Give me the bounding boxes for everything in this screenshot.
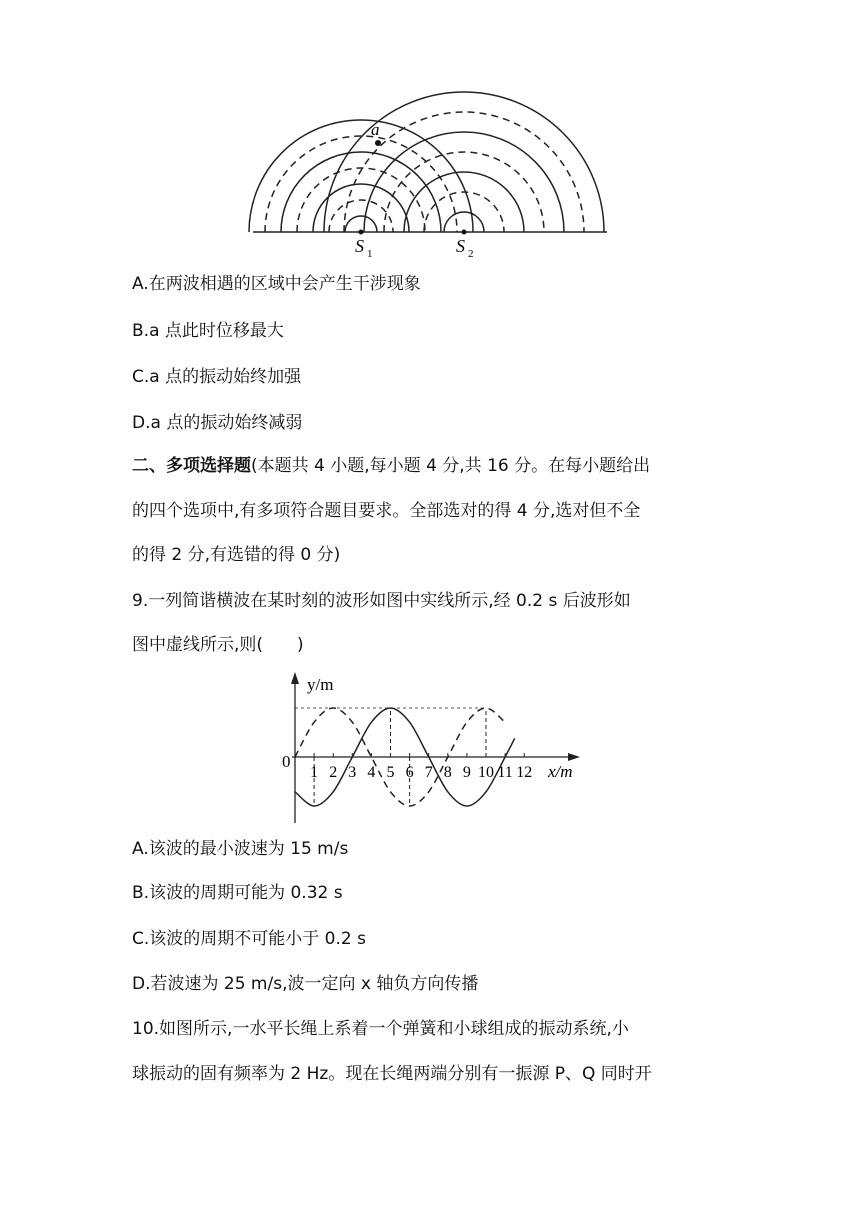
s2-label: S [456,236,465,256]
q9-option-a: A.该波的最小波速为 15 m/s [132,839,349,859]
s2-subscript: 2 [468,248,474,260]
q10-line1: 10.如图所示,一水平长绳上系着一个弹簧和小球组成的振动系统,小 [132,1019,629,1039]
q9-option-d: D.若波速为 25 m/s,波一定向 x 轴负方向传播 [132,974,479,994]
x-tick-label: 5 [386,764,395,781]
q10-line2: 球振动的固有频率为 2 Hz。现在长绳两端分别有一振源 P、Q 同时开 [132,1064,652,1084]
section2-intro-line2: 的四个选项中,有多项符合题目要求。全部选对的得 4 分,选对但不全 [132,501,641,521]
y-axis-arrow [291,672,299,684]
x-tick-label: 6 [405,764,414,781]
point-a-dot [375,140,381,146]
y-axis-label: y/m [307,675,334,694]
q9-option-b: B.该波的周期可能为 0.32 s [132,883,343,903]
source-s2-dot [462,230,467,235]
section2-heading: 二、多项选择题 [132,456,251,476]
q8-option-c: C.a 点的振动始终加强 [132,367,302,387]
q9-stem-line2: 图中虚线所示,则( ) [132,635,304,655]
section2-intro-rest: (本题共 4 小题,每小题 4 分,共 16 分。在每小题给出 [251,456,651,476]
s1-label: S [355,236,364,256]
q8-option-a: A.在两波相遇的区域中会产生干涉现象 [132,274,421,294]
section2-intro-line3: 的得 2 分,有选错的得 0 分) [132,545,341,565]
x-tick-label: 4 [367,764,376,781]
x-tick-label: 8 [443,764,452,781]
q9-option-c: C.该波的周期不可能小于 0.2 s [132,929,366,949]
q8-option-b: B.a 点此时位移最大 [132,321,284,341]
point-a-label: a [371,120,380,139]
x-tick-label: 1 [310,764,319,781]
x-tick-label: 11 [497,764,513,781]
q9-stem-line1: 9.一列简谐横波在某时刻的波形如图中实线所示,经 0.2 s 后波形如 [132,591,631,611]
x-tick-label: 9 [462,764,471,781]
x-axis-arrow [568,753,580,761]
q8-option-d: D.a 点的振动始终减弱 [132,413,303,433]
interference-figure [0,0,860,270]
wave-chart [0,668,860,828]
x-tick-label: 7 [424,764,433,781]
x-tick-label: 3 [348,764,357,781]
x-tick-label: 12 [516,764,533,781]
source-s1-dot [359,230,364,235]
x-axis-label: x/m [548,762,573,781]
x-tick-label: 10 [478,764,494,781]
s1-subscript: 1 [367,248,373,260]
x-tick-label: 2 [329,764,338,781]
section2-intro-line1 [132,455,650,477]
origin-label: 0 [282,752,291,771]
